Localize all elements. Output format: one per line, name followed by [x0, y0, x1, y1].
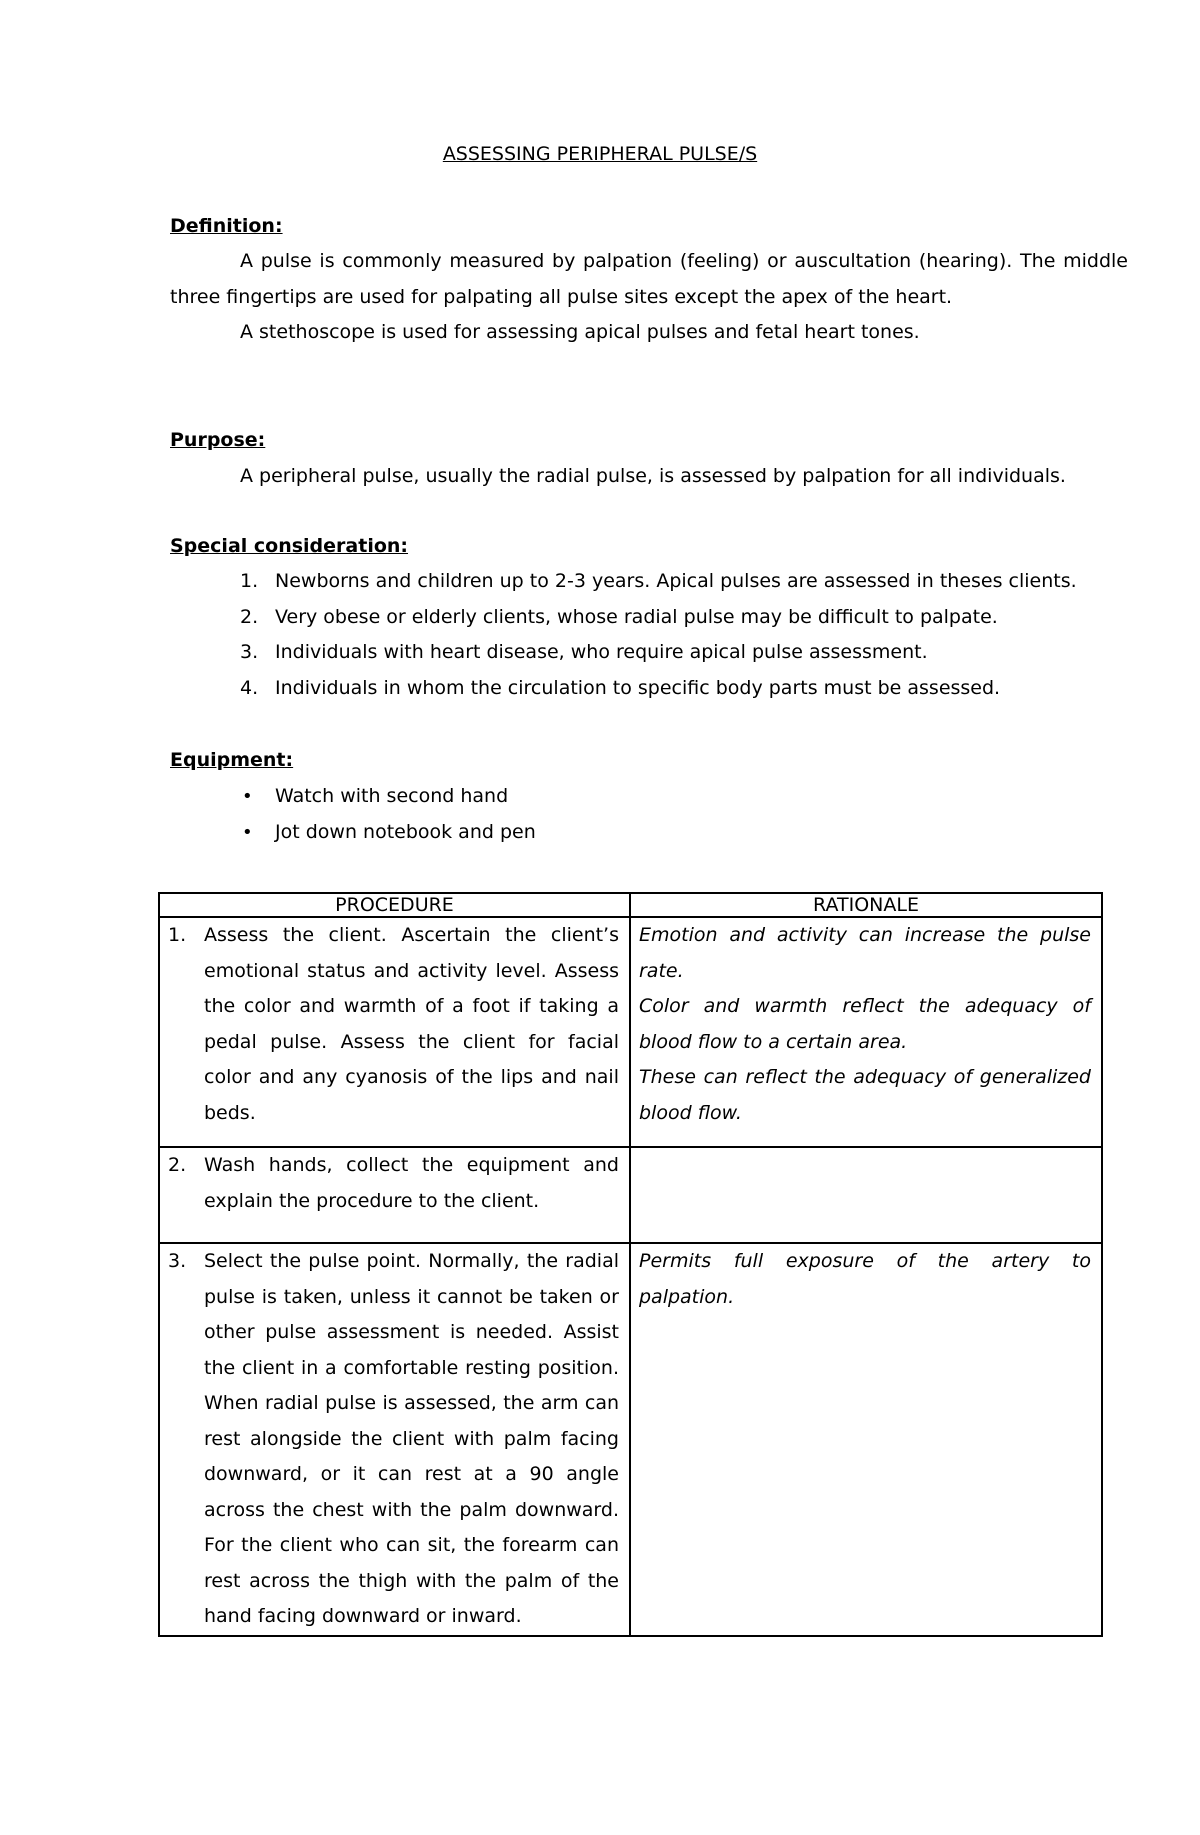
- list-item: • Watch with second hand: [240, 779, 536, 815]
- rationale-cell: [630, 1243, 1102, 1636]
- page-title: ASSESSING PERIPHERAL PULSE/S: [442, 143, 758, 165]
- equipment-list: [240, 779, 536, 850]
- table-header-row: [159, 893, 1102, 917]
- rationale-text: These can reflect the adequacy of generalized blood flow.: [639, 1066, 1091, 1124]
- list-item: 4. Individuals in whom the circulation to specific body parts must be assessed.: [240, 677, 1001, 700]
- list-item: 2. Very obese or elderly clients, whose radial pulse may be difficult to palpate.: [240, 605, 998, 628]
- list-item: 3. Individuals with heart disease, who require apical pulse assessment.: [240, 641, 928, 664]
- rationale-column-header: RATIONALE: [630, 893, 1102, 917]
- procedure-table: [158, 892, 1103, 1637]
- definition-paragraph-2: A stethoscope is used for assessing apical pulses and fetal heart tones.: [240, 321, 920, 343]
- bullet-icon: •: [242, 821, 253, 843]
- procedure-cell: 3. Select the pulse point. Normally, the radial pulse is taken, unless it cannot be taken or other pulse assessment is needed. Assist the client in a comfortable resting position. When radial pulse is assessed, the arm can rest alongside the client with palm facing downward, or it can rest at a 90 angle across the chest with the palm downward. For the client who can sit, the forearm can rest across the thigh with the palm of the hand facing downward or inward.: [159, 1243, 630, 1636]
- definition-heading: Definition:: [170, 215, 283, 237]
- purpose-text: A peripheral pulse, usually the radial pulse, is assessed by palpation for all individuals.: [240, 465, 1066, 487]
- rationale-text: Emotion and activity can increase the pulse rate.: [639, 924, 1091, 982]
- rationale-text: Permits full exposure of the artery to palpation.: [639, 1250, 1091, 1308]
- table-row: [159, 1147, 1102, 1243]
- bullet-icon: •: [242, 786, 253, 807]
- procedure-cell: 2. Wash hands, collect the equipment and explain the procedure to the client.: [159, 1147, 630, 1243]
- procedure-text: Select the pulse point. Normally, the radial pulse is taken, unless it cannot be taken or other pulse assessment is needed. Assist the client in a comfortable resting position. When radial pulse is assessed, the arm can rest alongside the client with palm facing downward, or it can rest at a 90 angle across the chest with the palm downward. For the client who can sit, the forearm can rest across the thigh with the palm of the hand facing downward or inward.: [204, 1250, 619, 1627]
- table-row: [159, 917, 1102, 1147]
- list-item: • Jot down notebook and pen: [240, 815, 536, 851]
- procedure-text: Wash hands, collect the equipment and explain the procedure to the client.: [204, 1154, 619, 1212]
- special-consideration-heading: Special consideration:: [170, 535, 409, 557]
- procedure-column-header: PROCEDURE: [159, 893, 630, 917]
- special-consideration-list: [240, 564, 1077, 707]
- purpose-heading: Purpose:: [170, 429, 266, 451]
- equipment-heading: Equipment:: [170, 749, 294, 771]
- list-item: 1. Newborns and children up to 2-3 years. Apical pulses are assessed in theses clients.: [240, 570, 1077, 592]
- rationale-text: Color and warmth reflect the adequacy of blood flow to a certain area.: [639, 995, 1091, 1053]
- table-row: [159, 1243, 1102, 1636]
- definition-paragraph-1: A pulse is commonly measured by palpation (feeling) or auscultation (hearing). The middle three fingertips are used for palpating all pulse sites except the apex of the heart.: [170, 250, 1128, 308]
- rationale-cell: [630, 1147, 1102, 1243]
- procedure-cell: 1. Assess the client. Ascertain the client’s emotional status and activity level. Assess the color and warmth of a foot if taking a pedal pulse. Assess the client for facial color and any cyanosis of the lips and nail beds.: [159, 917, 630, 1147]
- rationale-cell: [630, 917, 1102, 1147]
- procedure-text: Assess the client. Ascertain the client’s emotional status and activity level. Assess the color and warmth of a foot if taking a pedal pulse. Assess the client for facial color and any cyanosis of the lips and nail beds.: [204, 924, 619, 1124]
